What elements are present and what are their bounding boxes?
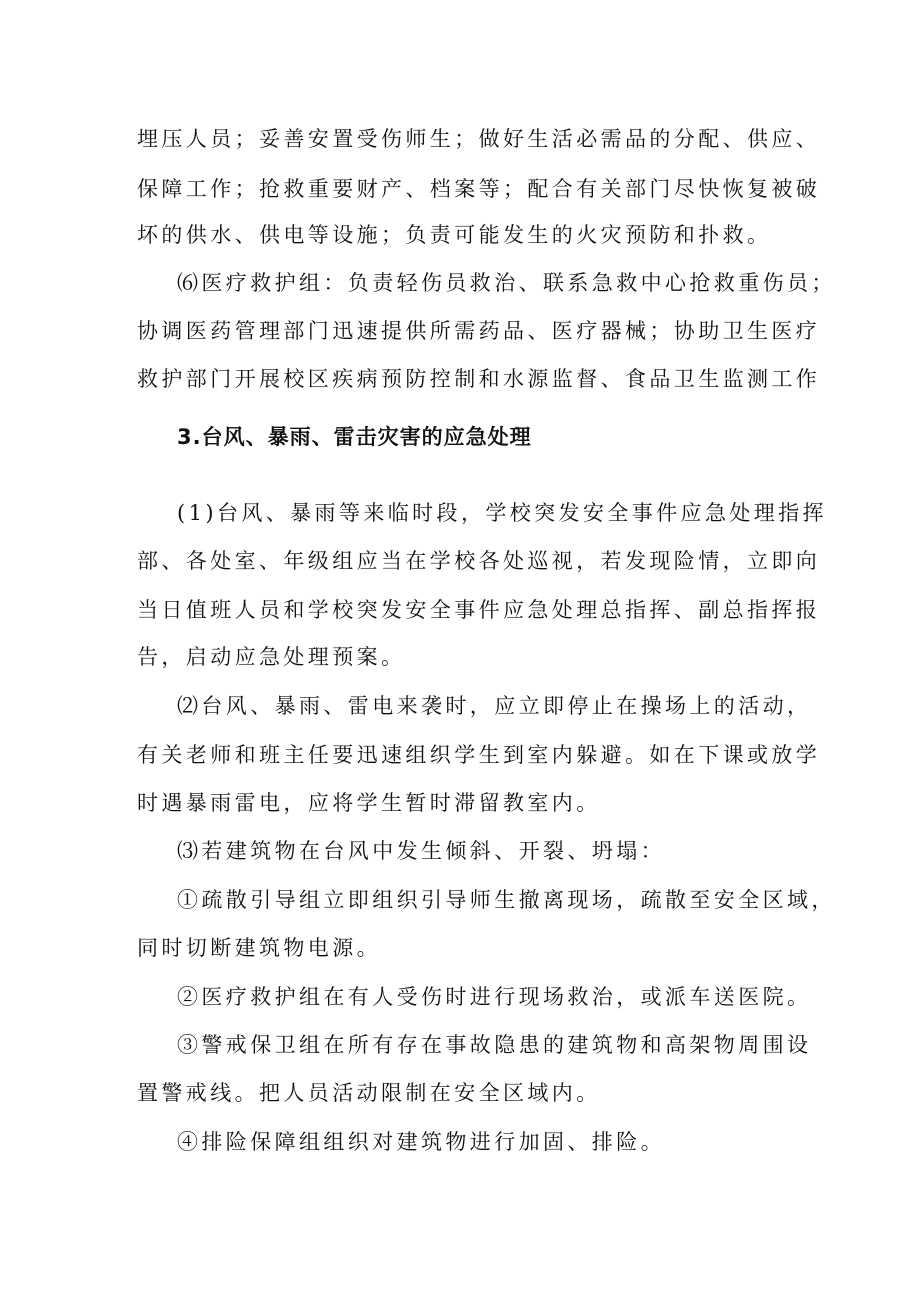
text-line: (1)台风、暴雨等来临时段，学校突发安全事件应急处理指挥	[177, 501, 827, 525]
text-line: 当日值班人员和学校突发安全事件应急处理总指挥、副总指挥报	[137, 598, 821, 622]
text-line: 埋压人员；妥善安置受伤师生；做好生活必需品的分配、供应、	[137, 127, 821, 151]
section-heading: 3.台风、暴雨、雷击灾害的应急处理	[177, 425, 532, 449]
text-line: ⑹医疗救护组：负责轻伤员救治、联系急救中心抢救重伤员；	[177, 271, 836, 295]
text-line: ⑵台风、暴雨、雷电来袭时，应立即停止在操场上的活动，	[177, 694, 812, 718]
text-line: ①疏散引导组立即组织引导师生撤离现场，疏散至安全区域，	[177, 888, 836, 912]
text-line: ⑶若建筑物在台风中发生倾斜、开裂、坍塌：	[177, 839, 665, 863]
text-line: 告，启动应急处理预案。	[137, 645, 406, 669]
text-line: 协调医药管理部门迅速提供所需药品、医疗器械；协助卫生医疗	[137, 319, 821, 343]
text-line: 时遇暴雨雷电，应将学生暂时滞留教室内。	[137, 791, 601, 815]
text-line: ②医疗救护组在有人受伤时进行现场救治，或派车送医院。	[177, 985, 812, 1009]
text-line: 置警戒线。把人员活动限制在安全区域内。	[137, 1081, 601, 1105]
text-line: ④排险保障组组织对建筑物进行加固、排险。	[177, 1130, 665, 1154]
text-line: 同时切断建筑物电源。	[137, 936, 381, 960]
text-line: 坏的供水、供电等设施；负责可能发生的火灾预防和扑救。	[137, 223, 772, 247]
text-line: 部、各处室、年级组应当在学校各处巡视，若发现险情，立即向	[137, 549, 821, 573]
text-line: 救护部门开展校区疾病预防控制和水源监督、食品卫生监测工作	[137, 367, 821, 391]
text-line: 有关老师和班主任要迅速组织学生到室内躲避。如在下课或放学	[137, 743, 821, 767]
text-line: 保障工作；抢救重要财产、档案等；配合有关部门尽快恢复被破	[137, 177, 821, 201]
text-line: ③警戒保卫组在所有存在事故隐患的建筑物和高架物周围设	[177, 1033, 812, 1057]
